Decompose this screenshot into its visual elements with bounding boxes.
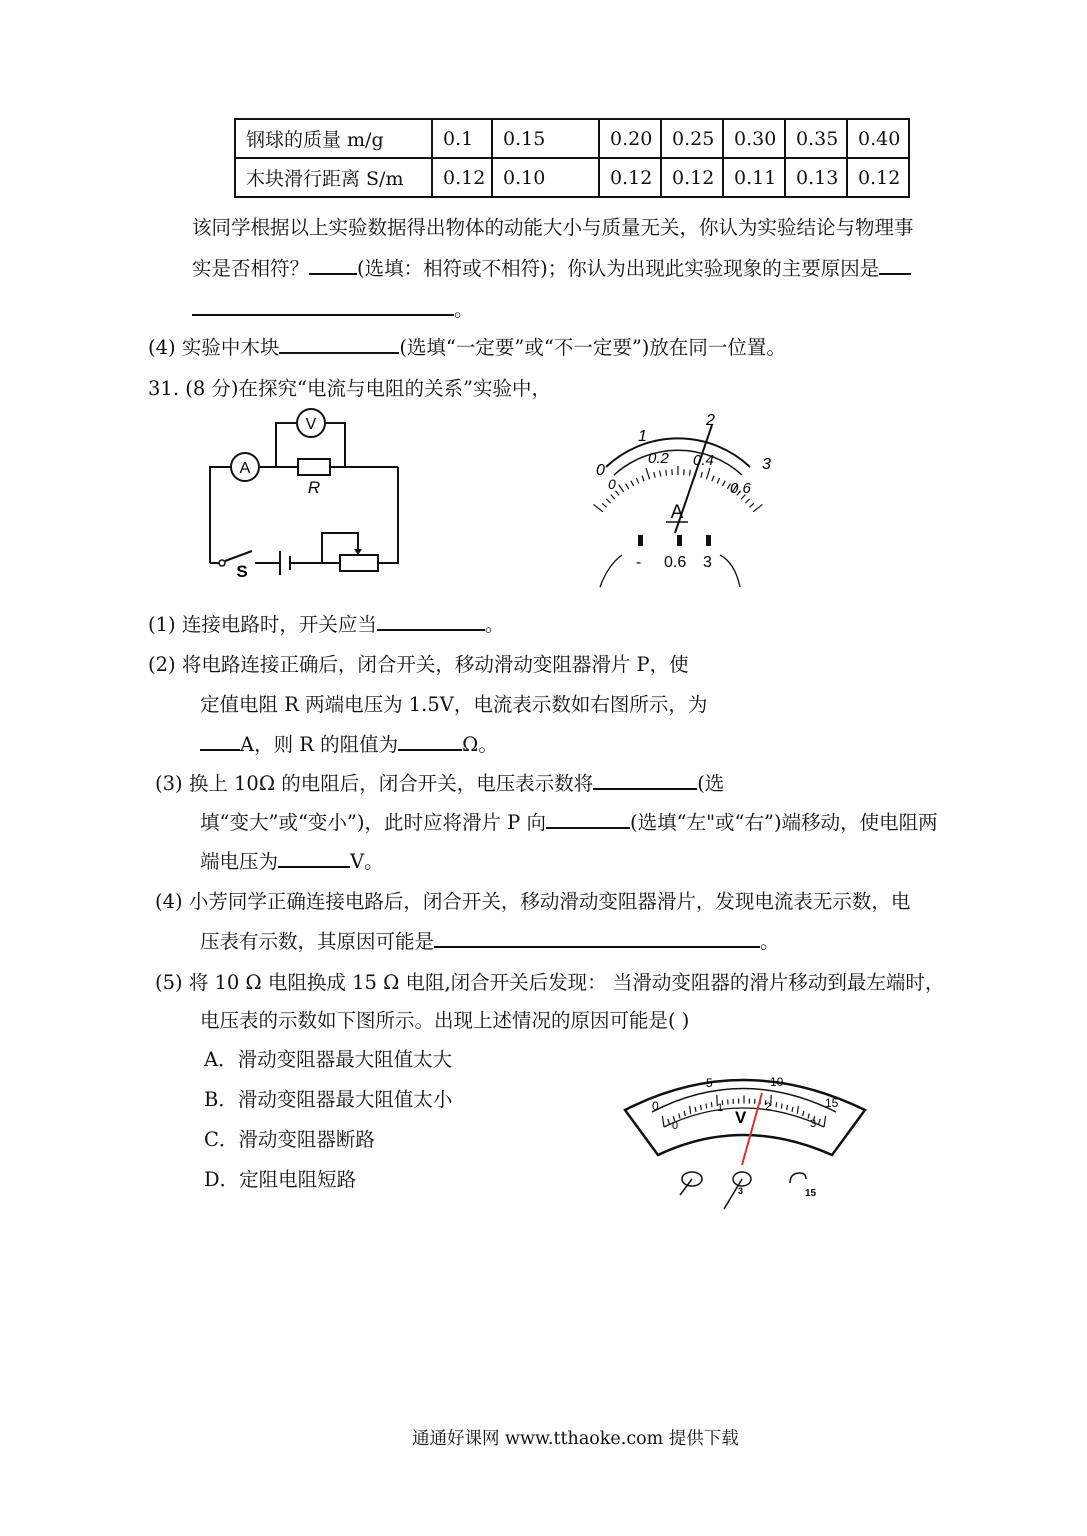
voltmeter-tick-mark [787,1105,788,1110]
table-cell: 0.20 [599,119,661,158]
voltmeter-bottom-tick: 3 [810,1118,817,1130]
sub-question-2-line3 [200,729,498,757]
ammeter-bottom-tick: 0.6 [730,480,751,497]
ammeter-tick-mark [722,481,725,486]
resistor-label: R [307,478,321,497]
voltmeter-tick-mark [706,1104,707,1109]
ammeter-tick-mark [602,503,607,507]
ammeter-tick-mark [615,491,619,496]
question-text: V。 [350,850,384,873]
question-text: (选填“左"或“右”)端移动，使电阻两 [630,811,938,834]
voltmeter-tick-mark [803,1111,804,1116]
voltmeter-tick-mark [668,1119,669,1124]
table-cell: 0.12 [599,158,661,197]
page-footer: 通通好课网 www.tthaoke.com 提供下载 [412,1429,739,1449]
ammeter-bottom-tick: 0 [608,476,616,492]
circuit-diagram [200,405,415,585]
voltmeter-tick-mark [711,1102,712,1107]
answer-blank [434,928,760,948]
ammeter-terminal: 3 [703,554,712,571]
ammeter-tick-mark [611,495,615,499]
question-text: 。 [454,298,474,321]
voltmeter-tick-mark [781,1104,782,1109]
ammeter-tick-mark [666,470,667,476]
ammeter-tick-mark [690,470,691,476]
ammeter-top-tick: 2 [706,412,715,429]
voltmeter-tick-mark [690,1106,691,1114]
voltmeter-dial [620,1055,870,1215]
voltmeter-tick-mark [819,1119,820,1124]
ammeter-terminal: 0.6 [664,554,687,571]
sub-question-4-line2 [200,926,780,954]
table-cell: 0.11 [723,158,785,197]
table-cell: 0.12 [847,158,909,197]
voltmeter-tick-mark [824,1116,826,1127]
voltmeter-tick-mark [792,1107,793,1112]
voltmeter-top-tick: 5 [706,1076,713,1090]
ammeter-tick-mark [642,476,644,482]
question-text: 实是否相符？ [192,257,310,280]
question-text: (选填“一定要”或“不一定要”)放在同一位置。 [399,336,786,359]
voltmeter-bottom-tick: 0 [672,1120,679,1132]
table-cell: 0.25 [661,119,723,158]
voltmeter-top-tick: 10 [770,1075,784,1089]
table-row [235,158,909,197]
question-text: (4) 实验中木块 [148,336,280,359]
option-c: C．滑动变阻器断路 [204,1128,375,1151]
table-cell: 0.1 [432,119,492,158]
ammeter-top-tick: 0 [596,462,605,479]
ammeter-terminal: - [636,554,642,571]
question-text: (1) 连接电路时，开关应当 [148,613,377,636]
voltmeter-terminal: 3 [738,1186,744,1196]
ammeter-tick-mark [745,499,749,503]
table-cell: 0.30 [723,119,785,158]
ammeter-tick-mark [646,468,650,479]
ammeter-tick-mark [712,476,714,482]
voltmeter-tick-mark [700,1105,701,1110]
row-label: 木块滑行距离 S/m [235,158,432,197]
option-a: A．滑动变阻器最大阻值太大 [204,1048,453,1071]
ammeter-tick-mark [593,504,602,511]
voltmeter-top-tick: 0 [652,1099,659,1113]
voltmeter-top-tick: 15 [825,1096,839,1110]
ammeter-tick-mark [701,472,702,478]
question-text: 。 [760,930,780,953]
sub-question-5-line2: 电压表的示数如下图所示。出现上述情况的原因可能是( ) [200,1009,690,1032]
sub-question-2-line1: (2) 将电路连接正确后，闭合开关，移动滑动变阻器滑片 P，使 [148,653,689,676]
row-label: 钢球的质量 m/g [235,119,432,158]
sub-question-3-line2 [200,807,938,835]
voltmeter-tick-mark [662,1116,664,1127]
ammeter-tick-mark [654,472,655,478]
sub-question-4-line1: (4) 小芳同学正确连接电路后，闭合开关，移动滑动变阻器滑片，发现电流表无示数，电 [155,890,911,913]
voltmeter-tick-mark [776,1102,777,1107]
sub-question-3-line1 [155,768,724,796]
sub-question-3-line3 [200,846,384,874]
ammeter-unit-label: A [670,502,684,523]
ammeter-tick-mark [753,504,762,511]
question-text: (选 [697,772,725,795]
conclusion-text: 该同学根据以上实验数据得出物体的动能大小与质量无关，你认为实验结论与物理事 [192,216,914,239]
voltmeter-tick-mark [684,1111,685,1116]
answer-blank [879,255,911,275]
question-text: 。 [484,613,505,636]
answer-blank [377,611,485,631]
conclusion-text [192,294,474,322]
voltmeter-tick-mark [797,1106,798,1114]
ammeter-tick-mark [660,471,661,477]
conclusion-text [192,253,911,281]
data-table [234,118,910,198]
ammeter-tick-mark [606,499,610,503]
ammeter-tick-mark [631,481,634,486]
table-cell: 0.12 [661,158,723,197]
question-text: 填“变大”或“变小”)，此时应将滑片 P 向 [200,811,547,834]
ammeter-bottom-tick: 0.4 [693,452,714,469]
answer-blank [279,334,399,354]
table-cell: 0.10 [492,158,599,197]
ammeter-tick-mark [717,478,719,483]
answer-blank [309,255,357,275]
table-row [235,119,909,158]
ammeter-bottom-tick: 0.2 [648,450,669,467]
voltmeter-symbol: V [305,416,317,433]
ammeter-tick-mark [706,468,710,479]
question-text: Ω。 [462,733,498,756]
voltmeter-bottom-tick: 2 [765,1101,772,1113]
voltmeter-unit-label: V [735,1108,747,1127]
question-text: 压表有示数，其原因可能是 [200,930,435,953]
answer-blank [200,731,240,751]
voltmeter-tick-mark [695,1107,696,1112]
sub-question-1 [148,609,504,637]
table-cell: 0.15 [492,119,599,158]
ammeter-dial [570,405,785,590]
table-cell: 0.13 [785,158,847,197]
question-4 [148,332,786,360]
sub-question-5-line1: (5) 将 10 Ω 电阻换成 15 Ω 电阻,闭合开关后发现： 当滑动变阻器的滑片移动到最左端时， [155,971,945,994]
switch-label: S [236,562,248,581]
answer-blank [278,848,350,868]
option-b: B．滑动变阻器最大阻值太小 [204,1088,453,1111]
question-text: 端电压为 [200,850,279,873]
question-text: (选填：相符或不相符)；你认为出现此实验现象的主要原因是 [357,257,880,280]
ammeter-symbol: A [239,460,251,477]
table-cell: 0.35 [785,119,847,158]
table-cell: 0.12 [432,158,492,197]
table-cell: 0.40 [847,119,909,158]
answer-blank [398,731,462,751]
ammeter-tick-mark [636,478,638,483]
option-d: D．定阻电阻短路 [204,1168,357,1191]
voltmeter-terminal: 15 [805,1188,817,1199]
voltmeter-bottom-tick: 1 [717,1102,724,1114]
sub-question-2-line2: 定值电阻 R 两端电压为 1.5V，电流表示数如右图所示，为 [200,693,708,716]
question-text: (3) 换上 10Ω 的电阻后，闭合开关，电压表示数将 [155,772,594,795]
question-text: A，则 R 的阻值为 [240,733,399,756]
ammeter-tick-mark [619,485,624,492]
question-31-title: 31. (8 分)在探究“电流与电阻的关系”实验中， [148,377,551,400]
ammeter-top-tick: 1 [638,428,647,445]
answer-blank [546,809,630,829]
answer-blank [593,770,697,790]
answer-blank [192,296,454,316]
ammeter-tick-mark [625,484,628,489]
ammeter-tick-mark [749,503,754,507]
voltmeter-tick-mark [679,1114,680,1119]
ammeter-top-tick: 3 [762,456,771,473]
